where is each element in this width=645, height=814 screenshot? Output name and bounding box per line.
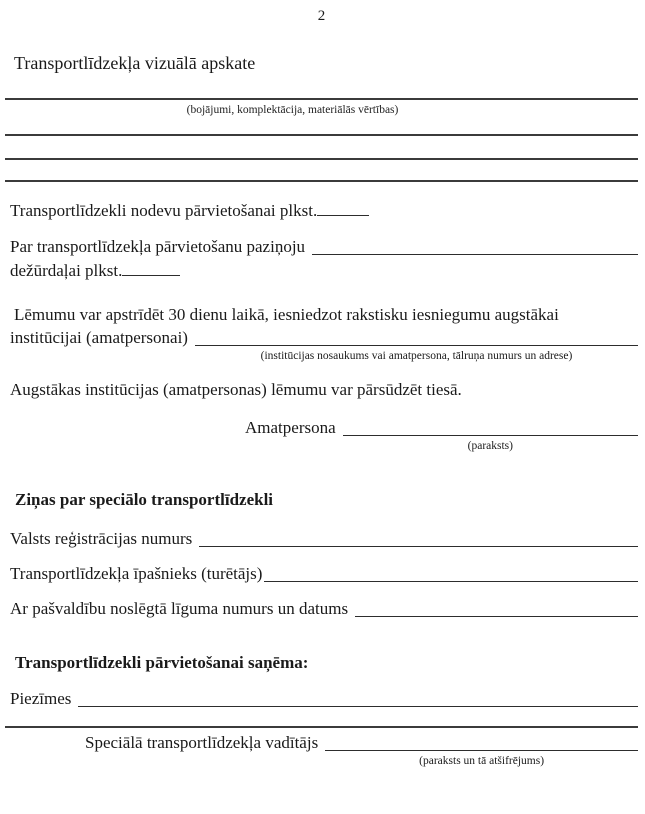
- driver-signature-caption: (paraksts un tā atšifrējums): [419, 755, 545, 767]
- notes-blank: [78, 706, 638, 707]
- official-signature-caption: (paraksts): [467, 440, 513, 452]
- owner-label: Transportlīdzekļa īpašnieks (turētājs): [10, 564, 263, 583]
- handover-time-blank: [317, 201, 369, 216]
- registration-number-label: Valsts reģistrācijas numurs: [10, 529, 193, 548]
- driver-signature-blank: [325, 731, 638, 751]
- blank-line-rule: [5, 158, 638, 160]
- court-appeal-line: Augstākas institūcijas (amatpersonas) lēmumu var pārsūdzēt tiesā.: [10, 380, 462, 399]
- owner-blank: [264, 581, 638, 582]
- blank-line-rule: [5, 134, 638, 136]
- registration-number-blank: [199, 546, 638, 547]
- driver-signature-line: [85, 731, 638, 768]
- notified-line: [10, 235, 638, 258]
- official-signature-blank: [343, 416, 638, 436]
- duty-time-blank: [122, 261, 180, 276]
- notes-second-blank-line: [5, 726, 638, 728]
- agreement-blank: [355, 616, 638, 617]
- registration-number-line: [10, 527, 638, 550]
- appeal-paragraph-line2: [10, 326, 638, 363]
- appeal-institution-blank: [195, 326, 638, 346]
- official-label: Amatpersona: [245, 418, 336, 437]
- handover-time-line: [10, 199, 638, 222]
- appeal-institution-caption: (institūcijas nosaukums vai amatpersona, tālruņa numurs un adrese): [260, 350, 573, 362]
- official-signature-line: [245, 416, 638, 453]
- handover-time-label: Transportlīdzekli nodevu pārvietošanai plkst.: [10, 201, 318, 220]
- driver-label: Speciālā transportlīdzekļa vadītājs: [85, 733, 319, 752]
- notes-label: Piezīmes: [10, 689, 72, 708]
- notified-label: Par transportlīdzekļa pārvietošanu paziņoju: [10, 237, 306, 256]
- blank-line-rule: [5, 98, 638, 100]
- notified-blank: [312, 254, 638, 255]
- blank-line-rule: [5, 180, 638, 182]
- owner-line: [10, 562, 638, 585]
- section-heading-special-vehicle: Ziņas par speciālo transportlīdzekli: [15, 490, 274, 509]
- section-heading-received: Transportlīdzekli pārvietošanai saņēma:: [15, 653, 309, 672]
- appeal-paragraph-line1: Lēmumu var apstrīdēt 30 dienu laikā, iesniedzot rakstisku iesniegumu augstākai: [14, 305, 559, 324]
- agreement-line: [10, 597, 638, 620]
- section-heading-visual-inspection: Transportlīdzekļa vizuālā apskate: [14, 53, 256, 73]
- visual-inspection-caption: (bojājumi, komplektācija, materiālās vērtības): [186, 104, 399, 116]
- appeal-institution-label: institūcijai (amatpersonai): [10, 328, 188, 347]
- duty-unit-label: dežūrdaļai plkst.: [10, 261, 123, 280]
- duty-unit-line: [10, 259, 638, 282]
- notes-line: [10, 687, 638, 710]
- agreement-label: Ar pašvaldību noslēgtā līguma numurs un datums: [10, 599, 349, 618]
- page-number: 2: [317, 8, 326, 24]
